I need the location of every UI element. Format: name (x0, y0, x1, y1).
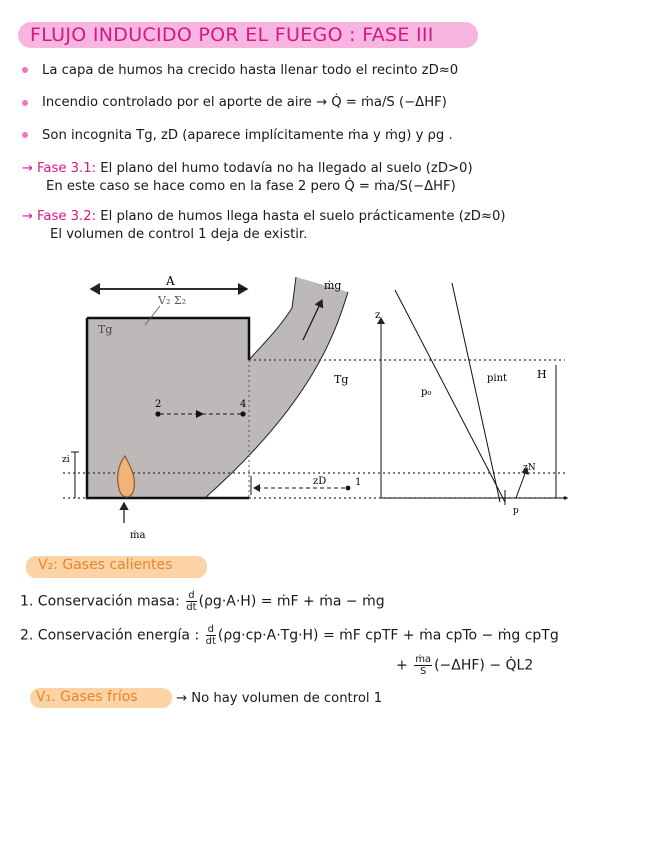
eq2b-fraction (414, 654, 432, 677)
p0-label: p₀ (421, 387, 432, 398)
point-4 (240, 411, 245, 416)
phase-3-1-line2: En este caso se hace como en la fase 2 pero Q̇ = ṁa/S(−ΔHF) (46, 179, 456, 194)
bullet-dot (22, 100, 28, 106)
tg-label: Tg (98, 323, 113, 336)
eq1-label: 1. Conservación masa: (20, 593, 180, 610)
point-2-label: 2 (155, 399, 162, 410)
bullet-text-2: Incendio controlado por el aporte de aire → Q̇ = ṁa/S (−ΔHF) (42, 95, 447, 110)
zn-label: zN (523, 463, 536, 473)
mass-conservation-eq (20, 590, 385, 613)
bullet-text-3: Son incognita Tg, zD (aparece implícitamente ṁa y ṁg) y ρg . (42, 128, 453, 143)
fire-room-diagram (0, 260, 656, 550)
point-2 (155, 411, 160, 416)
tg2-label: Tg (334, 373, 349, 386)
eq2-num: d (207, 624, 214, 635)
ma-label: ṁa (130, 530, 146, 541)
bullet-dot (22, 132, 28, 138)
mg-label: ṁg (324, 279, 342, 292)
eq2-den: dt (205, 636, 216, 647)
eq2-label: 2. Conservación energía : (20, 627, 200, 644)
phase-3-2-line1: El plano de humos llega hasta el suelo prácticamente (zD≈0) (100, 209, 506, 224)
phase-3-1 (22, 160, 473, 178)
phase-3-2 (22, 208, 506, 226)
v1-text: → No hay volumen de control 1 (176, 691, 383, 706)
eq2-rest: (ρg·cp·A·Tg·H) = ṁF cpTF + ṁa cpTo − ṁg cpTg (217, 627, 559, 644)
p-axis-end (563, 496, 566, 499)
v2s2-label: V₂ Σ₂ (158, 294, 187, 307)
bullet-text-1: La capa de humos ha crecido hasta llenar todo el recinto zD≈0 (42, 63, 459, 78)
zi-label: zi (62, 455, 70, 465)
page-title: FLUJO INDUCIDO POR EL FUEGO : FASE III (30, 24, 434, 46)
eq2b-rest: (−ΔHF) − Q̇L2 (434, 657, 534, 674)
eq1-num: d (188, 590, 195, 601)
eq2b-num: ṁa (415, 654, 432, 665)
eq1-rest: (ρg·A·H) = ṁF + ṁa − ṁg (198, 593, 385, 610)
energy-conservation-eq-cont (396, 654, 533, 677)
arrow-right-icon: → (22, 209, 38, 224)
eq2b-pre: + (396, 657, 408, 674)
pint-label: pint (487, 373, 508, 384)
point-1 (346, 486, 351, 491)
eq2b-den: S (419, 666, 427, 677)
p0-line (395, 290, 508, 502)
zd-label: zD (313, 476, 327, 487)
energy-conservation-eq (20, 624, 559, 647)
bullet-dot (22, 67, 28, 73)
p-label: p (513, 506, 519, 516)
arrow-right-icon: → (22, 161, 38, 176)
point-4-label: 4 (240, 399, 247, 410)
phase-3-2-label: Fase 3.2: (37, 209, 97, 224)
v2-heading: V₂: Gases calientes (38, 557, 173, 573)
phase-3-2-line2: El volumen de control 1 deja de existir. (50, 227, 308, 242)
z-axis-label: z (375, 310, 381, 321)
eq1-derivative (186, 590, 196, 613)
pint-line (452, 283, 500, 502)
eq1-den: dt (186, 602, 197, 613)
h-label: H (537, 368, 547, 381)
v1-heading: V₁. Gases fríos (36, 689, 138, 705)
point-1-label: 1 (355, 477, 362, 488)
phase-3-1-label: Fase 3.1: (37, 161, 97, 176)
eq2-derivative (206, 624, 216, 647)
phase-3-1-line1: El plano del humo todavía no ha llegado al suelo (zD>0) (100, 161, 473, 176)
dim-a-label: A (166, 274, 175, 288)
